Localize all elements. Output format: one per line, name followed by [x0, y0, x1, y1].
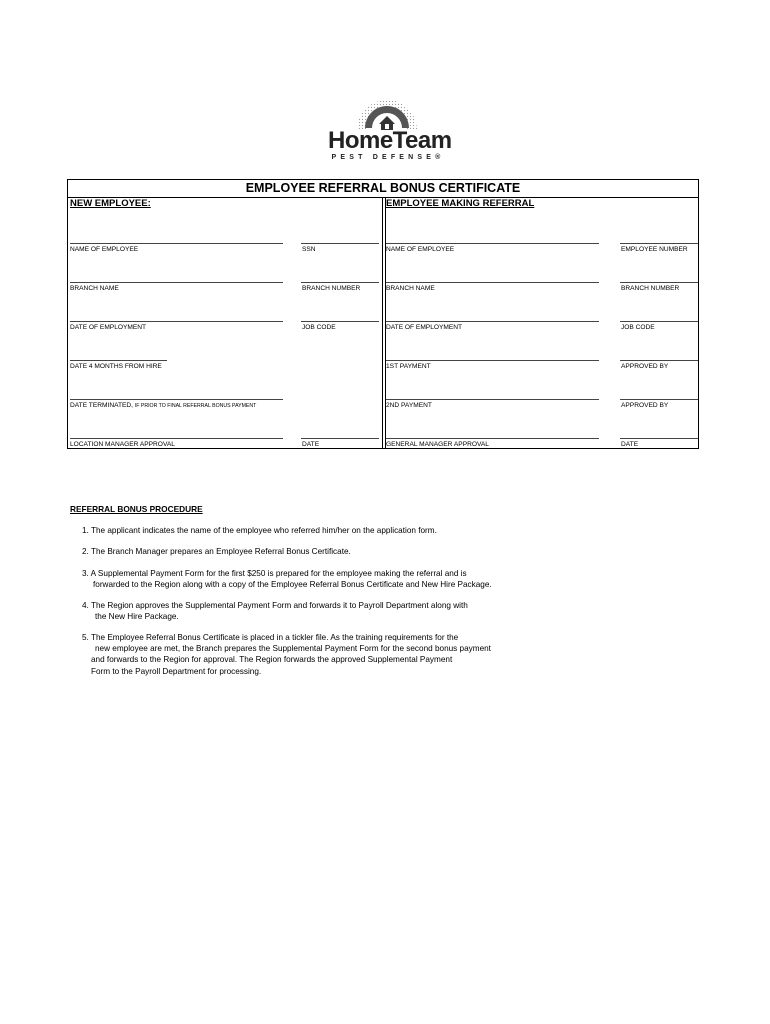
date-4-months-label: DATE 4 MONTHS FROM HIRE	[70, 363, 162, 370]
location-manager-line[interactable]	[70, 438, 283, 439]
ref-date-line[interactable]	[620, 438, 698, 439]
general-manager-label: GENERAL MANAGER APPROVAL	[386, 441, 489, 448]
second-payment-line[interactable]	[386, 399, 599, 400]
logo-wordmark: HomeTeam	[328, 127, 452, 154]
new-branch-number-line[interactable]	[301, 282, 379, 283]
new-employee-heading: NEW EMPLOYEE:	[70, 198, 151, 209]
new-date-of-employment-line[interactable]	[70, 321, 283, 322]
ref-date-label: DATE	[621, 441, 639, 448]
ref-date-of-employment-label: DATE OF EMPLOYMENT	[386, 324, 463, 331]
step-line: 2. The Branch Manager prepares an Employee Referral Bonus Certificate.	[82, 547, 351, 556]
date-terminated-note: IF PRIOR TO FINAL REFERRAL BONUS PAYMENT	[134, 403, 257, 409]
ref-branch-number-label: BRANCH NUMBER	[621, 285, 680, 292]
panel-divider	[382, 197, 383, 449]
location-manager-label: LOCATION MANAGER APPROVAL	[70, 441, 175, 448]
approved-by-2-label: APPROVED BY	[621, 402, 669, 409]
step-line: 4. The Region approves the Supplemental Payment Form and forwards it to Payroll Department along with	[82, 601, 468, 610]
referring-employee-heading: EMPLOYEE MAKING REFERRAL	[386, 198, 535, 209]
employee-number-line[interactable]	[620, 243, 698, 244]
ssn-line[interactable]	[301, 243, 379, 244]
logo-tagline: PEST DEFENSE®	[331, 154, 445, 161]
new-date-line[interactable]	[301, 438, 379, 439]
new-branch-number-label: BRANCH NUMBER	[302, 285, 361, 292]
approved-by-2-line[interactable]	[620, 399, 698, 400]
date-terminated-line[interactable]	[70, 399, 283, 400]
ref-branch-name-line[interactable]	[386, 282, 599, 283]
step-line: the New Hire Package.	[95, 612, 179, 622]
new-date-of-employment-label: DATE OF EMPLOYMENT	[70, 324, 147, 331]
panel-divider	[385, 197, 386, 449]
approved-by-1-line[interactable]	[620, 360, 698, 361]
new-branch-name-line[interactable]	[70, 282, 283, 283]
procedure-step-5	[82, 632, 491, 677]
referral-certificate	[67, 179, 699, 449]
date-4-months-line[interactable]	[70, 360, 167, 361]
new-job-code-line[interactable]	[301, 321, 379, 322]
new-employee-name-line[interactable]	[70, 243, 283, 244]
procedure-step-4	[82, 600, 468, 622]
ref-branch-name-label: BRANCH NAME	[386, 285, 435, 292]
new-job-code-label: JOB CODE	[302, 324, 336, 331]
ref-employee-name-label: NAME OF EMPLOYEE	[386, 246, 455, 253]
ref-branch-number-line[interactable]	[620, 282, 698, 283]
step-line: new employee are met, the Branch prepares the Supplemental Payment Form for the second bonus payment	[95, 644, 491, 654]
procedure-title: REFERRAL BONUS PROCEDURE	[70, 504, 203, 514]
ssn-label: SSN	[302, 246, 316, 253]
date-terminated-text: DATE TERMINATED,	[70, 402, 134, 409]
date-terminated-label	[70, 402, 256, 409]
hometeam-logo	[322, 100, 452, 166]
ref-employee-name-line[interactable]	[386, 243, 599, 244]
step-line: Form to the Payroll Department for processing.	[91, 666, 262, 676]
step-line: 1. The applicant indicates the name of the employee who referred him/her on the application form.	[82, 526, 437, 535]
step-line: forwarded to the Region along with a copy of the Employee Referral Bonus Certificate and New Hire Package.	[93, 580, 492, 590]
procedure-step-1	[82, 525, 437, 536]
approved-by-1-label: APPROVED BY	[621, 363, 669, 370]
procedure-step-2	[82, 546, 351, 557]
procedure-step-3	[82, 568, 492, 590]
ref-job-code-label: JOB CODE	[621, 324, 655, 331]
general-manager-line[interactable]	[386, 438, 599, 439]
ref-date-of-employment-line[interactable]	[386, 321, 599, 322]
ref-job-code-line[interactable]	[620, 321, 698, 322]
new-employee-name-label: NAME OF EMPLOYEE	[70, 246, 139, 253]
first-payment-line[interactable]	[386, 360, 599, 361]
second-payment-label: 2ND PAYMENT	[386, 402, 432, 409]
new-branch-name-label: BRANCH NAME	[70, 285, 119, 292]
certificate-title: EMPLOYEE REFERRAL BONUS CERTIFICATE	[68, 180, 698, 198]
step-line: 3. A Supplemental Payment Form for the first $250 is prepared for the employee making the referral and is	[82, 569, 467, 578]
first-payment-label: 1ST PAYMENT	[386, 363, 431, 370]
new-date-label: DATE	[302, 441, 320, 448]
employee-number-label: EMPLOYEE NUMBER	[621, 246, 688, 253]
step-line: and forwards to the Region for approval. The Region forwards the approved Supplemental Payment	[91, 655, 453, 665]
step-line: 5. The Employee Referral Bonus Certificate is placed in a tickler file. As the training requirements for the	[82, 633, 459, 642]
